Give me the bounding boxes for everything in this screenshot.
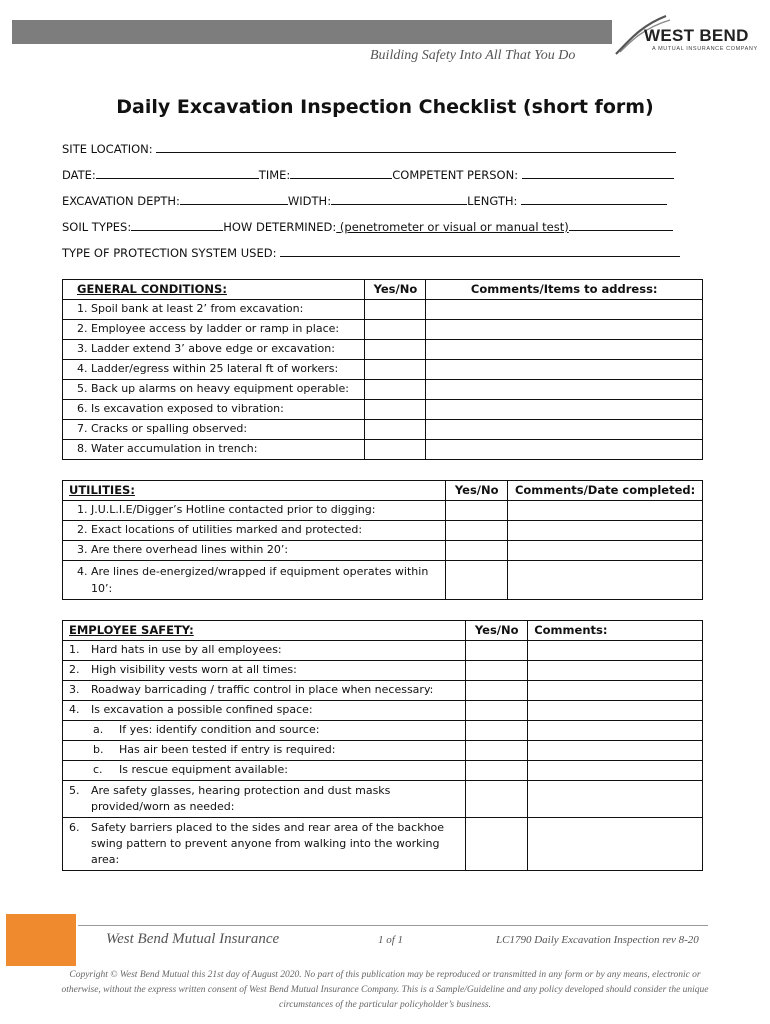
yes-no-header: Yes/No (365, 280, 426, 300)
checklist-item: 8. Water accumulation in trench: (63, 440, 365, 460)
comments-cell[interactable] (528, 781, 703, 818)
comments-cell[interactable] (528, 641, 703, 661)
table-row (63, 761, 703, 781)
comments-header: Comments/Date completed: (508, 481, 703, 501)
excavation-depth-label: EXCAVATION DEPTH: (62, 194, 180, 208)
utilities-heading: UTILITIES: (63, 481, 446, 501)
yes-no-cell[interactable] (446, 541, 508, 561)
table-row (63, 340, 703, 360)
checklist-item: 1. Hard hats in use by all employees: (63, 641, 466, 661)
checklist-subitem: b. Has air been tested if entry is required: (63, 741, 466, 761)
soil-types-label: SOIL TYPES: (62, 220, 132, 234)
comments-header: Comments: (528, 621, 703, 641)
table-row (63, 320, 703, 340)
checklist-item: 1. Spoil bank at least 2’ from excavation: (63, 300, 365, 320)
footer-company-name: West Bend Mutual Insurance (106, 931, 280, 947)
yes-no-cell[interactable] (466, 761, 528, 781)
protection-system-line (62, 245, 680, 260)
width-blank[interactable] (331, 193, 467, 205)
yes-no-cell[interactable] (446, 501, 508, 521)
checklist-item: 3. Roadway barricading / traffic control in place when necessary: (63, 681, 466, 701)
yes-no-cell[interactable] (466, 681, 528, 701)
table-row (63, 541, 703, 561)
table-row (63, 721, 703, 741)
excavation-depth-blank[interactable] (180, 193, 288, 205)
comments-cell[interactable] (508, 501, 703, 521)
comments-cell[interactable] (426, 400, 703, 420)
yes-no-cell[interactable] (365, 400, 426, 420)
yes-no-cell[interactable] (466, 741, 528, 761)
checklist-item: 5. Back up alarms on heavy equipment operable: (63, 380, 365, 400)
comments-cell[interactable] (528, 661, 703, 681)
comments-cell[interactable] (528, 761, 703, 781)
table-row (63, 400, 703, 420)
table-row (63, 818, 703, 871)
table-row (63, 380, 703, 400)
yes-no-header: Yes/No (446, 481, 508, 501)
width-label: WIDTH: (287, 194, 332, 208)
table-row (63, 701, 703, 721)
table-row (63, 561, 703, 600)
soil-types-blank[interactable] (131, 219, 223, 231)
comments-cell[interactable] (508, 541, 703, 561)
competent-person-blank[interactable] (522, 167, 674, 179)
comments-header: Comments/Items to address: (426, 280, 703, 300)
protection-system-label: TYPE OF PROTECTION SYSTEM USED: (62, 246, 277, 260)
checklist-item: 4. Is excavation a possible confined space: (63, 701, 466, 721)
how-determined-label: HOW DETERMINED: (223, 220, 337, 234)
checklist-subitem: a. If yes: identify condition and source: (63, 721, 466, 741)
yes-no-cell[interactable] (365, 440, 426, 460)
page-title: Daily Excavation Inspection Checklist (short form) (116, 96, 654, 118)
yes-no-cell[interactable] (466, 641, 528, 661)
table-row (63, 420, 703, 440)
yes-no-cell[interactable] (365, 320, 426, 340)
table-header-row (63, 621, 703, 641)
checklist-item: 4. Are lines de-energized/wrapped if equipment operates within 10’: (63, 561, 446, 600)
dimensions-line (62, 193, 667, 208)
yes-no-cell[interactable] (365, 380, 426, 400)
comments-cell[interactable] (426, 320, 703, 340)
yes-no-cell[interactable] (466, 701, 528, 721)
copyright-notice: Copyright © West Bend Mutual this 21st day of August 2020. No part of this publication may be reproduced or transmitted in any form or by any means, electronic or otherwise, without the express written consent of West Bend Mutual Insurance Company. This is a Sample/Guideline and any policy developed should consider the unique circumstances of the particular policyholder’s business. (61, 970, 709, 1010)
yes-no-header: Yes/No (466, 621, 528, 641)
table-row (63, 440, 703, 460)
table-row (63, 741, 703, 761)
table-row (63, 781, 703, 818)
header-bar (12, 20, 612, 44)
checklist-item: 1. J.U.L.I.E/Digger’s Hotline contacted prior to digging: (63, 501, 446, 521)
date-time-line (62, 167, 674, 182)
footer-accent-block (6, 914, 76, 966)
checklist-item: 2. Exact locations of utilities marked and protected: (63, 521, 446, 541)
table-row (63, 641, 703, 661)
yes-no-cell[interactable] (365, 420, 426, 440)
checklist-item: 3. Are there overhead lines within 20’: (63, 541, 446, 561)
comments-cell[interactable] (426, 340, 703, 360)
comments-cell[interactable] (426, 300, 703, 320)
comments-cell[interactable] (528, 741, 703, 761)
checklist-item: 6. Is excavation exposed to vibration: (63, 400, 365, 420)
yes-no-cell[interactable] (446, 521, 508, 541)
time-blank[interactable] (290, 167, 392, 179)
checklist-item: 4. Ladder/egress within 25 lateral ft of workers: (63, 360, 365, 380)
yes-no-cell[interactable] (446, 561, 508, 600)
checklist-item: 2. Employee access by ladder or ramp in place: (63, 320, 365, 340)
yes-no-cell[interactable] (365, 300, 426, 320)
comments-cell[interactable] (508, 561, 703, 600)
site-location-line (62, 141, 676, 156)
tagline: Building Safety Into All That You Do (370, 48, 576, 63)
table-row (63, 360, 703, 380)
company-logo (614, 12, 764, 56)
general-conditions-table (62, 279, 703, 460)
table-row (63, 681, 703, 701)
comments-cell[interactable] (528, 701, 703, 721)
table-header-row (63, 280, 703, 300)
comments-cell[interactable] (426, 380, 703, 400)
length-blank[interactable] (521, 193, 667, 205)
time-label: TIME: (258, 168, 291, 182)
yes-no-cell[interactable] (365, 360, 426, 380)
table-row (63, 300, 703, 320)
comments-cell[interactable] (426, 420, 703, 440)
yes-no-cell[interactable] (466, 781, 528, 818)
checklist-item: 3. Ladder extend 3’ above edge or excavation: (63, 340, 365, 360)
page-number: 1 of 1 (378, 934, 404, 946)
comments-cell[interactable] (426, 440, 703, 460)
logo-wordmark: WEST BEND (644, 26, 749, 45)
comments-cell[interactable] (508, 521, 703, 541)
length-label: LENGTH: (467, 194, 518, 208)
date-label: DATE: (62, 168, 96, 182)
employee-safety-heading: EMPLOYEE SAFETY: (63, 621, 466, 641)
site-location-blank[interactable] (156, 141, 676, 153)
general-conditions-heading: GENERAL CONDITIONS: (63, 280, 365, 300)
comments-cell[interactable] (528, 818, 703, 871)
yes-no-cell[interactable] (466, 818, 528, 871)
site-location-label: SITE LOCATION: (62, 142, 153, 156)
checklist-subitem: c. Is rescue equipment available: (63, 761, 466, 781)
checklist-item: 7. Cracks or spalling observed: (63, 420, 365, 440)
competent-person-label: COMPETENT PERSON: (392, 168, 519, 182)
protection-system-blank[interactable] (280, 245, 680, 257)
comments-cell[interactable] (528, 681, 703, 701)
checklist-item: 5. Are safety glasses, hearing protection and dust masks provided/worn as needed: (63, 781, 466, 818)
table-header-row (63, 481, 703, 501)
employee-safety-table (62, 620, 703, 871)
form-code: LC1790 Daily Excavation Inspection rev 8-20 (496, 934, 699, 946)
yes-no-cell[interactable] (466, 661, 528, 681)
checklist-item: 2. High visibility vests worn at all times: (63, 661, 466, 681)
yes-no-cell[interactable] (365, 340, 426, 360)
table-row (63, 521, 703, 541)
checklist-item: 6. Safety barriers placed to the sides and rear area of the backhoe swing pattern to prevent anyone from walking into the working area: (63, 818, 466, 871)
comments-cell[interactable] (426, 360, 703, 380)
date-blank[interactable] (96, 167, 259, 179)
how-determined-value: (penetrometer or visual or manual test) (336, 220, 569, 234)
footer-divider (78, 925, 708, 926)
yes-no-cell[interactable] (466, 721, 528, 741)
soil-line (62, 219, 673, 234)
utilities-table (62, 480, 703, 600)
comments-cell[interactable] (528, 721, 703, 741)
table-row (63, 661, 703, 681)
logo-subtitle: A MUTUAL INSURANCE COMPANY (652, 46, 758, 52)
how-determined-blank[interactable] (569, 219, 673, 231)
table-row (63, 501, 703, 521)
